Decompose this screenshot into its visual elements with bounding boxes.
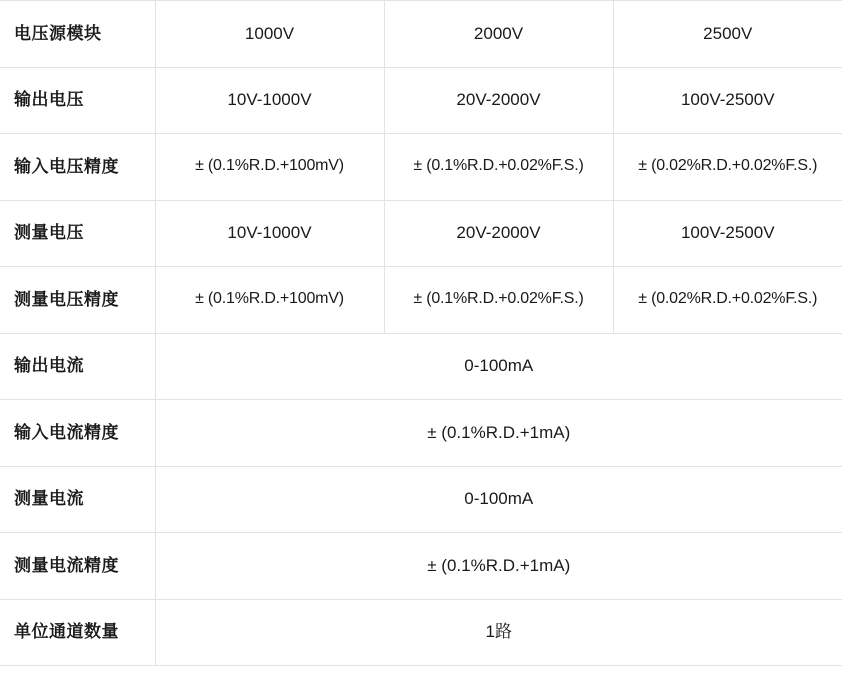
row-value: 10V-1000V <box>155 67 384 134</box>
row-label: 输入电流精度 <box>0 400 155 467</box>
row-value: ± (0.1%R.D.+0.02%F.S.) <box>384 267 613 334</box>
table-row <box>0 599 842 666</box>
row-value-merged: ± (0.1%R.D.+1mA) <box>155 533 842 600</box>
row-value: ± (0.02%R.D.+0.02%F.S.) <box>613 267 842 334</box>
row-value: 100V-2500V <box>613 200 842 267</box>
row-label: 输入电压精度 <box>0 134 155 201</box>
table-row <box>0 400 842 467</box>
row-value: 2000V <box>384 1 613 68</box>
row-label: 测量电流精度 <box>0 533 155 600</box>
row-value: ± (0.1%R.D.+0.02%F.S.) <box>384 134 613 201</box>
table-row <box>0 533 842 600</box>
row-value: 20V-2000V <box>384 200 613 267</box>
table-row <box>0 466 842 533</box>
row-value: 1000V <box>155 1 384 68</box>
row-value: ± (0.02%R.D.+0.02%F.S.) <box>613 134 842 201</box>
row-label: 输出电流 <box>0 333 155 400</box>
row-value-merged: 0-100mA <box>155 466 842 533</box>
row-value: ± (0.1%R.D.+100mV) <box>155 267 384 334</box>
table-row <box>0 1 842 68</box>
row-value: 2500V <box>613 1 842 68</box>
table-row <box>0 67 842 134</box>
table-row <box>0 333 842 400</box>
row-value: 20V-2000V <box>384 67 613 134</box>
row-value: 10V-1000V <box>155 200 384 267</box>
row-value-merged: 1路 <box>155 599 842 666</box>
table-row <box>0 267 842 334</box>
row-value-merged: 0-100mA <box>155 333 842 400</box>
table-row <box>0 200 842 267</box>
specification-table-body <box>0 1 842 666</box>
row-label: 测量电压 <box>0 200 155 267</box>
row-label: 测量电压精度 <box>0 267 155 334</box>
row-label: 单位通道数量 <box>0 599 155 666</box>
row-label: 输出电压 <box>0 67 155 134</box>
row-label: 测量电流 <box>0 466 155 533</box>
row-label: 电压源模块 <box>0 1 155 68</box>
table-row <box>0 134 842 201</box>
row-value: 100V-2500V <box>613 67 842 134</box>
row-value-merged: ± (0.1%R.D.+1mA) <box>155 400 842 467</box>
row-value: ± (0.1%R.D.+100mV) <box>155 134 384 201</box>
